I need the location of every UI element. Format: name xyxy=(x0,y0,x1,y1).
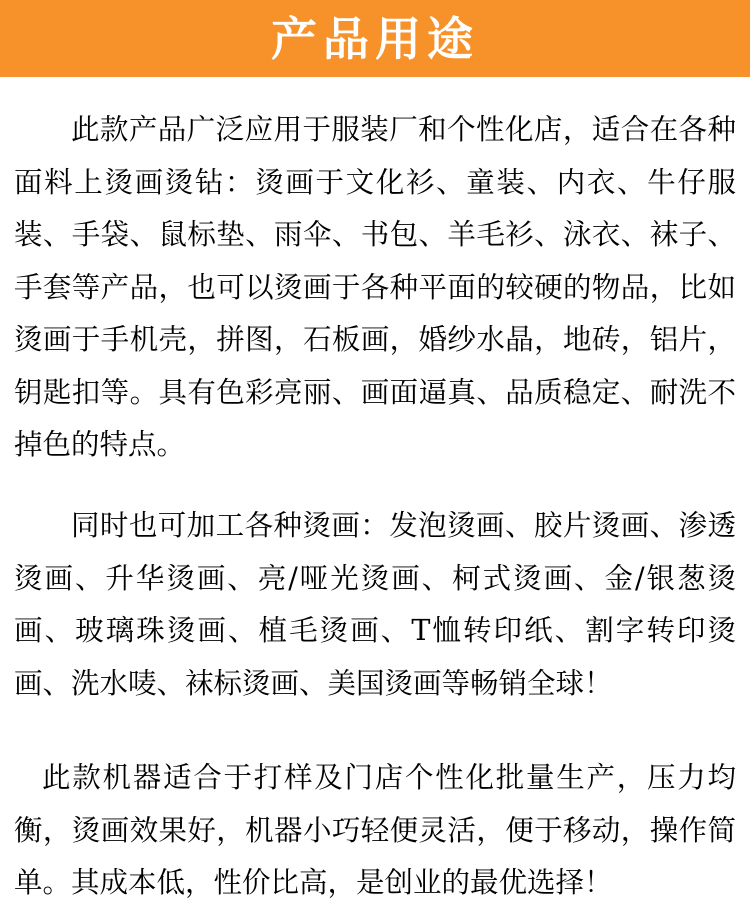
processing-paragraph: 同时也可加工各种烫画：发泡烫画、胶片烫画、渗透烫画、升华烫画、亮/哑光烫画、柯式烫画、金/银葱烫画、玻璃珠烫画、植毛烫画、T恤转印纸、割字转印烫画、洗水唛、袜标烫画、美国烫画等畅销全球！ xyxy=(14,509,736,700)
usage-paragraph: 此款产品广泛应用于服装厂和个性化店，适合在各种面料上烫画烫钻：烫画于文化衫、童装、内衣、牛仔服装、手袋、鼠标垫、雨伞、书包、羊毛衫、泳衣、袜子、手套等产品，也可以烫画于各种平面的较硬的物品，比如烫画于手机壳，拼图，石板画，婚纱水晶，地砖，铝片，钥匙扣等。具有色彩亮丽、画面逼真、品质稳定、耐洗不掉色的特点。 xyxy=(14,113,736,461)
page-title: 产品用途 xyxy=(271,11,479,66)
header-bar xyxy=(0,0,750,77)
machine-paragraph: 此款机器适合于打样及门店个性化批量生产，压力均衡，烫画效果好，机器小巧轻便灵活，便于移动，操作简单。其成本低，性价比高，是创业的最优选择！ xyxy=(14,761,736,899)
